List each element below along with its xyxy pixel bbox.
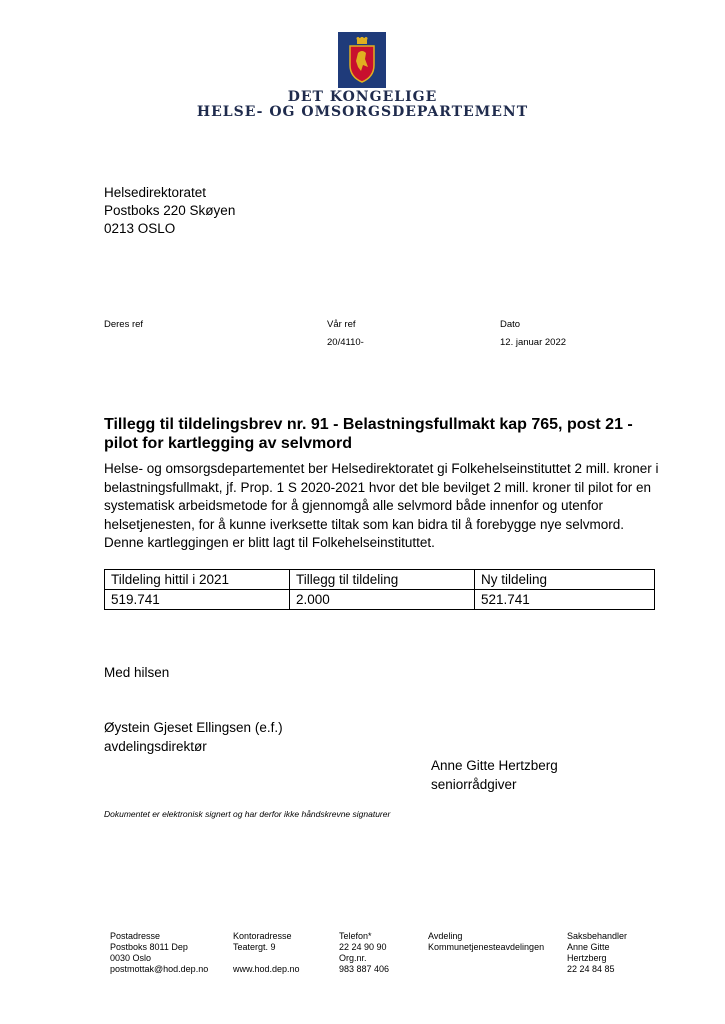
footer-saksbehandler [567, 931, 627, 975]
footer-text: 22 24 84 85 [567, 964, 615, 974]
signer-1-name: Øystein Gjeset Ellingsen (e.f.) [104, 720, 283, 735]
recipient-postcode: 0213 OSLO [104, 221, 176, 236]
footer-text [233, 953, 300, 964]
footer-text: Org.nr. [339, 953, 367, 963]
signer-2-title: seniorrådgiver [431, 776, 517, 792]
table-cell: 521.741 [475, 590, 655, 610]
recipient-name: Helsedirektoratet [104, 185, 207, 200]
footer-postadresse [110, 931, 208, 975]
signer-2 [431, 757, 558, 794]
footer-label: Telefon* [339, 931, 372, 941]
deres-ref-label: Deres ref [104, 319, 144, 330]
letter-body: Helse- og omsorgsdepartementet ber Helsedirektoratet gi Folkehelseinstituttet 2 mill. kroner i belastningsfullmakt, jf. Prop. 1 S 2020-2021 hvor det ble bevilget 2 mill. kroner til pilot for en systematisk arbeidsmetode for å gjennomgå alle selvmord både innenfor og utenfor helsetjenesten, for å kunne iverksette tiltak som kan bidra til å forebygge nye selvmord. Denne kartleggingen er blitt lagt til Folkehelseinstituttet. [104, 461, 659, 550]
header-cell: Ny tildeling [475, 570, 655, 590]
footer-label: Kontoradresse [233, 931, 292, 941]
footer-text: Teatergt. 9 [233, 942, 276, 952]
letterhead-line2: HELSE- OG OMSORGSDEPARTEMENT [196, 104, 529, 120]
dato-value: 12. januar 2022 [500, 337, 567, 348]
footer-text: Postboks 8011 Dep [110, 942, 188, 952]
header-cell: Tildeling hittil i 2021 [105, 570, 290, 590]
header-cell: Tillegg til tildeling [290, 570, 475, 590]
footer-kontoradresse [233, 931, 300, 975]
footer-text: Anne Gitte [567, 942, 610, 952]
footer-email[interactable]: postmottak@hod.dep.no [110, 964, 209, 974]
table-row [105, 590, 655, 610]
table-header-row [105, 570, 655, 590]
lion-crest-icon [344, 37, 380, 83]
coat-of-arms-logo [338, 32, 386, 88]
footer-label: Avdeling [428, 931, 463, 941]
signer-2-name: Anne Gitte Hertzberg [431, 758, 558, 773]
signer-1 [104, 719, 283, 756]
footer-text: Kommunetjenesteavdelingen [428, 942, 545, 952]
recipient-street: Postboks 220 Skøyen [104, 203, 236, 218]
letterhead-line1: DET KONGELIGE [287, 89, 438, 105]
footer-label: Postadresse [110, 931, 161, 941]
footer-text: 0030 Oslo [110, 953, 152, 963]
recipient-address [104, 184, 235, 238]
footer-website[interactable]: www.hod.dep.no [233, 964, 300, 974]
var-ref-value: 20/4110- [327, 337, 364, 348]
footer-text: 22 24 90 90 [339, 942, 387, 952]
signer-1-title: avdelingsdirektør [104, 738, 207, 754]
footer-avdeling [428, 931, 544, 953]
footer-telefon [339, 931, 389, 975]
table-cell: 2.000 [290, 590, 475, 610]
footer-text: Hertzberg [567, 953, 607, 963]
letter-title: Tillegg til tildelingsbrev nr. 91 - Belastningsfullmakt kap 765, post 21 - pilot for kartlegging av selvmord [104, 416, 633, 452]
allocation-table [104, 569, 655, 610]
footer-label: Saksbehandler [567, 931, 628, 941]
footer-text: 983 887 406 [339, 964, 390, 974]
var-ref-label: Vår ref [327, 319, 356, 330]
signature-note: Dokumentet er elektronisk signert og har derfor ikke håndskrevne signaturer [104, 809, 391, 819]
greeting: Med hilsen [104, 665, 170, 680]
table-cell: 519.741 [105, 590, 290, 610]
dato-label: Dato [500, 319, 521, 330]
